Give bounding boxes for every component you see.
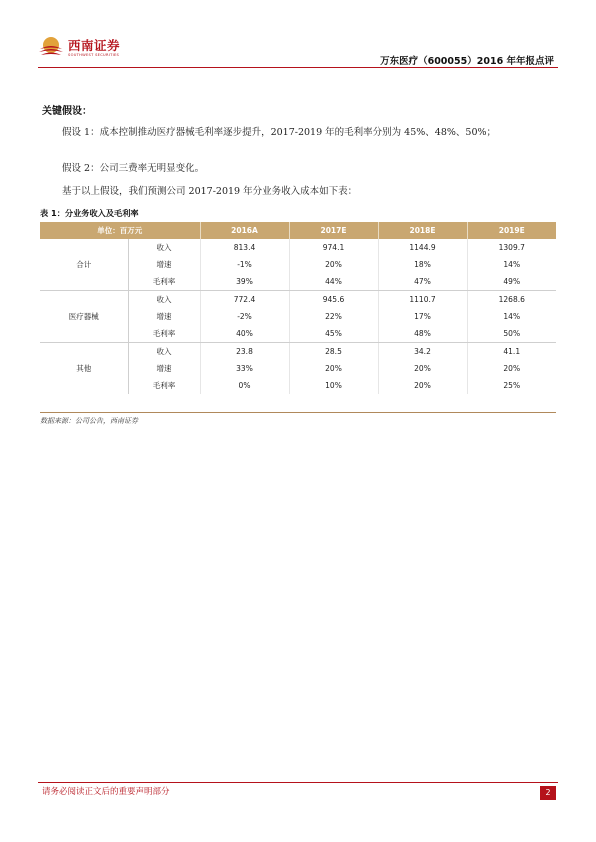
table-cell: 39% <box>200 273 289 291</box>
table-cell: 772.4 <box>200 291 289 309</box>
table-cell: 47% <box>378 273 467 291</box>
group-label: 其他 <box>40 343 128 395</box>
table-cell: 25% <box>503 381 521 390</box>
table-bottom-rule <box>40 412 556 413</box>
table-cell: 945.6 <box>289 291 378 309</box>
table-cell: 45% <box>289 325 378 343</box>
table-cell: 20% <box>289 256 378 273</box>
table-cell: 20% <box>289 360 378 377</box>
section-heading: 关键假设： <box>42 106 92 117</box>
sun-logo-icon <box>38 34 64 60</box>
report-title: 万东医疗（600055）2016 年年报点评 <box>380 56 554 67</box>
metric-label: 毛利率 <box>128 273 200 291</box>
metric-label: 收入 <box>128 343 200 361</box>
table-cell: 10% <box>289 377 378 394</box>
table-cell: 49% <box>467 273 556 291</box>
table-cell: 1110.7 <box>378 291 467 309</box>
table-cell: 41.1 <box>503 347 521 356</box>
table-cell: 44% <box>289 273 378 291</box>
metric-label: 增速 <box>128 308 200 325</box>
metric-label: 毛利率 <box>128 377 200 394</box>
forecast-intro-paragraph: 基于以上假设，我们预测公司 2017-2019 年分业务收入成本如下表： <box>62 186 358 197</box>
table-row <box>40 291 556 309</box>
table-cell: 18% <box>378 256 467 273</box>
unit-header-cell: 单位：百万元 <box>40 222 200 239</box>
assumption-1-paragraph: 假设 1：成本控制推动医疗器械毛利率逐步提升，2017-2019 年的毛利率分别为 45%、48%、50%； <box>62 127 497 138</box>
table-cell: 0% <box>200 377 289 394</box>
table-cell: 20% <box>378 360 467 377</box>
table-cell: 20% <box>378 377 467 394</box>
group-label: 合计 <box>40 239 128 291</box>
table-cell: -2% <box>200 308 289 325</box>
table-cell: 14% <box>503 260 521 269</box>
column-header: 2017E <box>289 222 378 239</box>
column-header: 2019E <box>467 222 556 239</box>
table-cell: 20% <box>503 364 521 373</box>
table-cell: 28.5 <box>289 343 378 361</box>
table-cell: 1309.7 <box>498 243 525 252</box>
table-row <box>40 239 556 256</box>
metric-label: 毛利率 <box>128 325 200 343</box>
table-row <box>40 343 556 361</box>
table-cell: 33% <box>200 360 289 377</box>
table-cell: 1144.9 <box>378 239 467 256</box>
table-cell: 23.8 <box>200 343 289 361</box>
footer-divider <box>38 782 558 783</box>
metric-label: 增速 <box>128 256 200 273</box>
table-cell: -1% <box>200 256 289 273</box>
revenue-margin-table <box>40 222 556 394</box>
logo-english-name: SOUTHWEST SECURITIES <box>68 53 120 57</box>
table-source-note: 数据来源：公司公告，西南证券 <box>40 417 138 425</box>
table-cell: 22% <box>289 308 378 325</box>
column-header: 2018E <box>378 222 467 239</box>
table-cell: 40% <box>200 325 289 343</box>
metric-label: 增速 <box>128 360 200 377</box>
page-number: 2 <box>540 786 556 800</box>
disclaimer-note: 请务必阅读正文后的重要声明部分 <box>42 787 170 797</box>
table-header-row <box>40 222 556 239</box>
table-cell: 14% <box>503 312 521 321</box>
table-title: 表 1：分业务收入及毛利率 <box>40 208 139 218</box>
company-logo <box>38 34 138 62</box>
group-label: 医疗器械 <box>40 291 128 343</box>
table-cell: 50% <box>467 325 556 343</box>
table-cell: 1268.6 <box>498 295 525 304</box>
table-cell: 48% <box>378 325 467 343</box>
header-divider <box>38 67 558 68</box>
table-cell: 974.1 <box>289 239 378 256</box>
metric-label: 收入 <box>128 239 200 256</box>
assumption-2-paragraph: 假设 2：公司三费率无明显变化。 <box>62 163 205 174</box>
metric-label: 收入 <box>128 291 200 309</box>
table-cell: 34.2 <box>378 343 467 361</box>
logo-chinese-name: 西南证券 <box>68 38 121 53</box>
table-cell: 813.4 <box>200 239 289 256</box>
column-header: 2016A <box>200 222 289 239</box>
table-cell: 17% <box>378 308 467 325</box>
